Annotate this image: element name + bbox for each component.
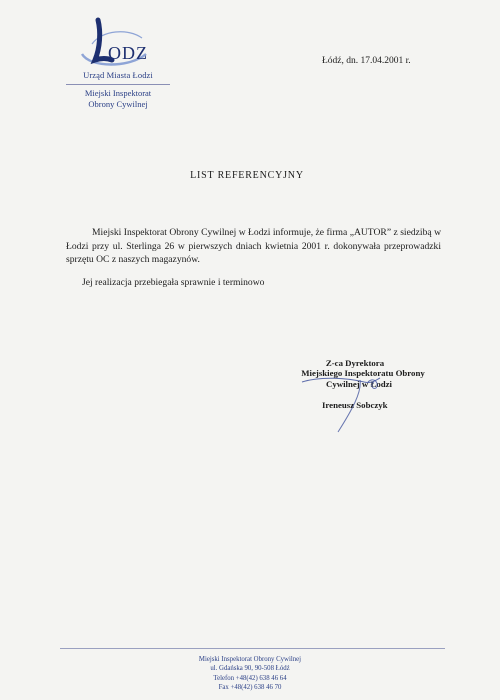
department-name-line1: Miejski Inspektorat: [84, 88, 152, 98]
letter-title: LIST REFERENCYJNY: [190, 170, 304, 181]
signature-title-line2: Miejskiego Inspektoratu Obrony: [301, 368, 425, 378]
footer-institution: Miejski Inspektorat Obrony Cywilnej: [198, 656, 302, 663]
department-name-line2: Obrony Cywilnej: [88, 99, 148, 109]
lodz-city-logo: [68, 14, 168, 74]
svg-text:ODZ: ODZ: [108, 43, 148, 63]
body-paragraph-2: Jej realizacja przebiegała sprawnie i terminowo: [82, 276, 265, 288]
letter-body: [66, 226, 441, 289]
header-divider: [66, 84, 170, 85]
signature-title-line1: Z-ca Dyrektora: [325, 358, 385, 368]
footer-phone: Telefon +48(42) 638 46 64: [213, 674, 287, 682]
footer-divider: [60, 648, 445, 649]
body-paragraph-1: Miejski Inspektorat Obrony Cywilnej w Łodzi informuje, że firma „AUTOR” z siedzibą w Łodzi przy ul. Sterlinga 26 w pierwszych dniach kwietnia 2001 r. dokonywała przeprowadzki sprzętu OC z naszych magazynów.: [66, 227, 441, 265]
footer-fax: Fax +48(42) 638 46 70: [218, 684, 282, 692]
letter-date: Łódź, dn. 17.04.2001 r.: [322, 56, 411, 66]
signer-name: Ireneusz Sobczyk: [322, 400, 388, 410]
footer-address: ul. Gdańska 90, 90-508 Łódź: [210, 665, 290, 673]
letter-footer: [0, 655, 500, 693]
office-name: Urząd Miasta Łodzi: [83, 70, 153, 80]
signature-title-line3: Cywilnej w Łodzi: [326, 379, 392, 389]
